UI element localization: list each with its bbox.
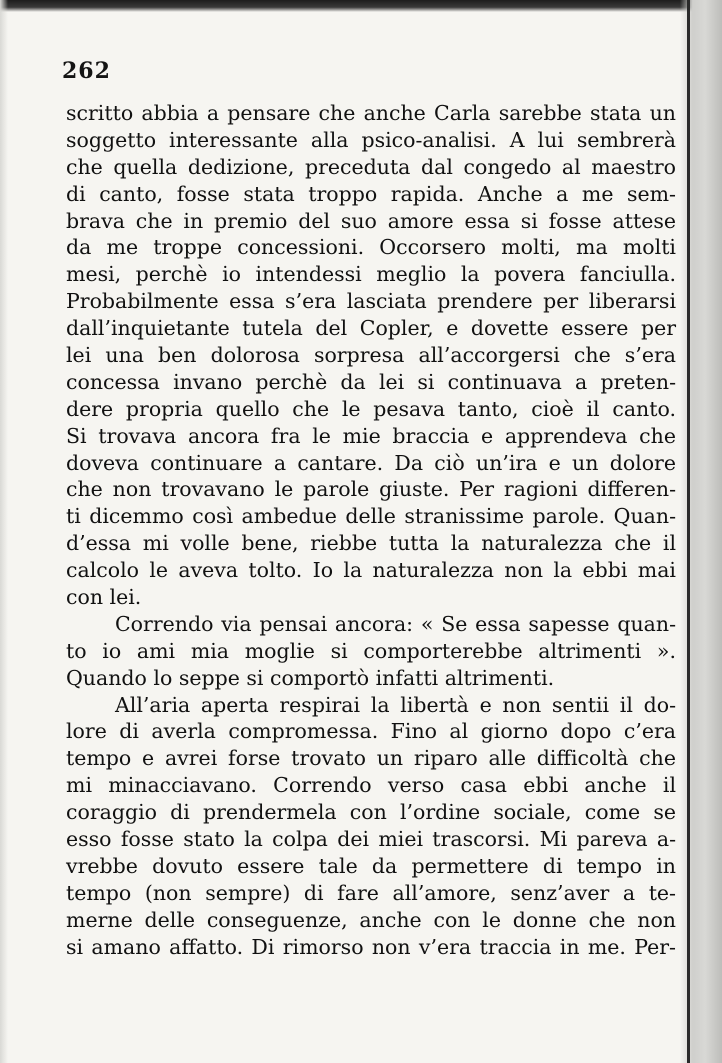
- text-line: che non trovavano le parole giuste. Per ragioni differen-: [66, 477, 676, 502]
- text-line: esso fosse stato la colpa dei miei trascorsi. Mi pareva a-: [66, 827, 676, 852]
- text-line: ti dicemmo così ambedue delle stranissime parole. Quan-: [66, 504, 676, 529]
- text-line: Quando lo seppe si comportò infatti altrimenti.: [66, 665, 555, 690]
- text-line: tempo (non sempre) di fare all’amore, senz’aver a te-: [66, 880, 676, 905]
- scan-left-edge: [0, 0, 8, 1063]
- text-line: Correndo via pensai ancora: « Se essa sapesse quan-: [115, 611, 676, 636]
- text-line: lore di averla compromessa. Fino al giorno dopo c’era: [66, 719, 676, 744]
- text-line: vrebbe dovuto essere tale da permettere di tempo in: [66, 853, 676, 878]
- text-line: Probabilmente essa s’era lasciata prendere per liberarsi: [66, 289, 676, 314]
- text-line: concessa invano perchè da lei si continuava a preten-: [66, 369, 676, 394]
- text-line: da me troppe concessioni. Occorsero molti, ma molti: [66, 235, 676, 260]
- text-line: soggetto interessante alla psico-analisi. A lui sembrerà: [66, 127, 676, 152]
- text-line: dere propria quello che le pesava tanto, cioè il canto.: [66, 396, 676, 421]
- text-line: di canto, fosse stata troppo rapida. Anche a me sem-: [66, 181, 676, 206]
- text-line: si amano affatto. Di rimorso non v’era traccia in me. Per-: [66, 934, 676, 959]
- text-line: dall’inquietante tutela del Copler, e dovette essere per: [66, 316, 676, 341]
- text-line: coraggio di prendermela con l’ordine sociale, come se: [66, 800, 676, 825]
- body-text: [66, 100, 676, 961]
- text-line: che quella dedizione, preceduta dal congedo al maestro: [66, 154, 676, 179]
- text-line: to io ami mia moglie si comporterebbe altrimenti ».: [66, 638, 676, 663]
- page-binding-edge: [687, 0, 690, 1063]
- text-line: tempo e avrei forse trovato un riparo alle difficoltà che: [66, 746, 676, 771]
- text-line: d’essa mi volle bene, riebbe tutta la naturalezza che il: [66, 531, 676, 556]
- text-line: merne delle conseguenze, anche con le donne che non: [66, 907, 676, 932]
- text-line: doveva continuare a cantare. Da ciò un’ira e un dolore: [66, 450, 676, 475]
- text-line: calcolo le aveva tolto. Io la naturalezza non la ebbi mai: [66, 558, 676, 583]
- text-line: con lei.: [66, 585, 142, 610]
- text-line: All’aria aperta respirai la libertà e non sentii il do-: [115, 692, 676, 717]
- text-line: mesi, perchè io intendessi meglio la povera fanciulla.: [66, 262, 676, 287]
- text-line: scritto abbia a pensare che anche Carla sarebbe stata un: [66, 101, 676, 125]
- text-line: Si trovava ancora fra le mie braccia e apprendeva che: [66, 423, 676, 448]
- text-line: mi minacciavano. Correndo verso casa ebbi anche il: [66, 773, 676, 798]
- text-line: lei una ben dolorosa sorpresa all’accorgersi che s’era: [66, 343, 676, 368]
- text-line: brava che in premio del suo amore essa si fosse attese: [66, 208, 676, 233]
- scan-top-edge: [0, 0, 722, 12]
- page-number: 262: [62, 58, 111, 84]
